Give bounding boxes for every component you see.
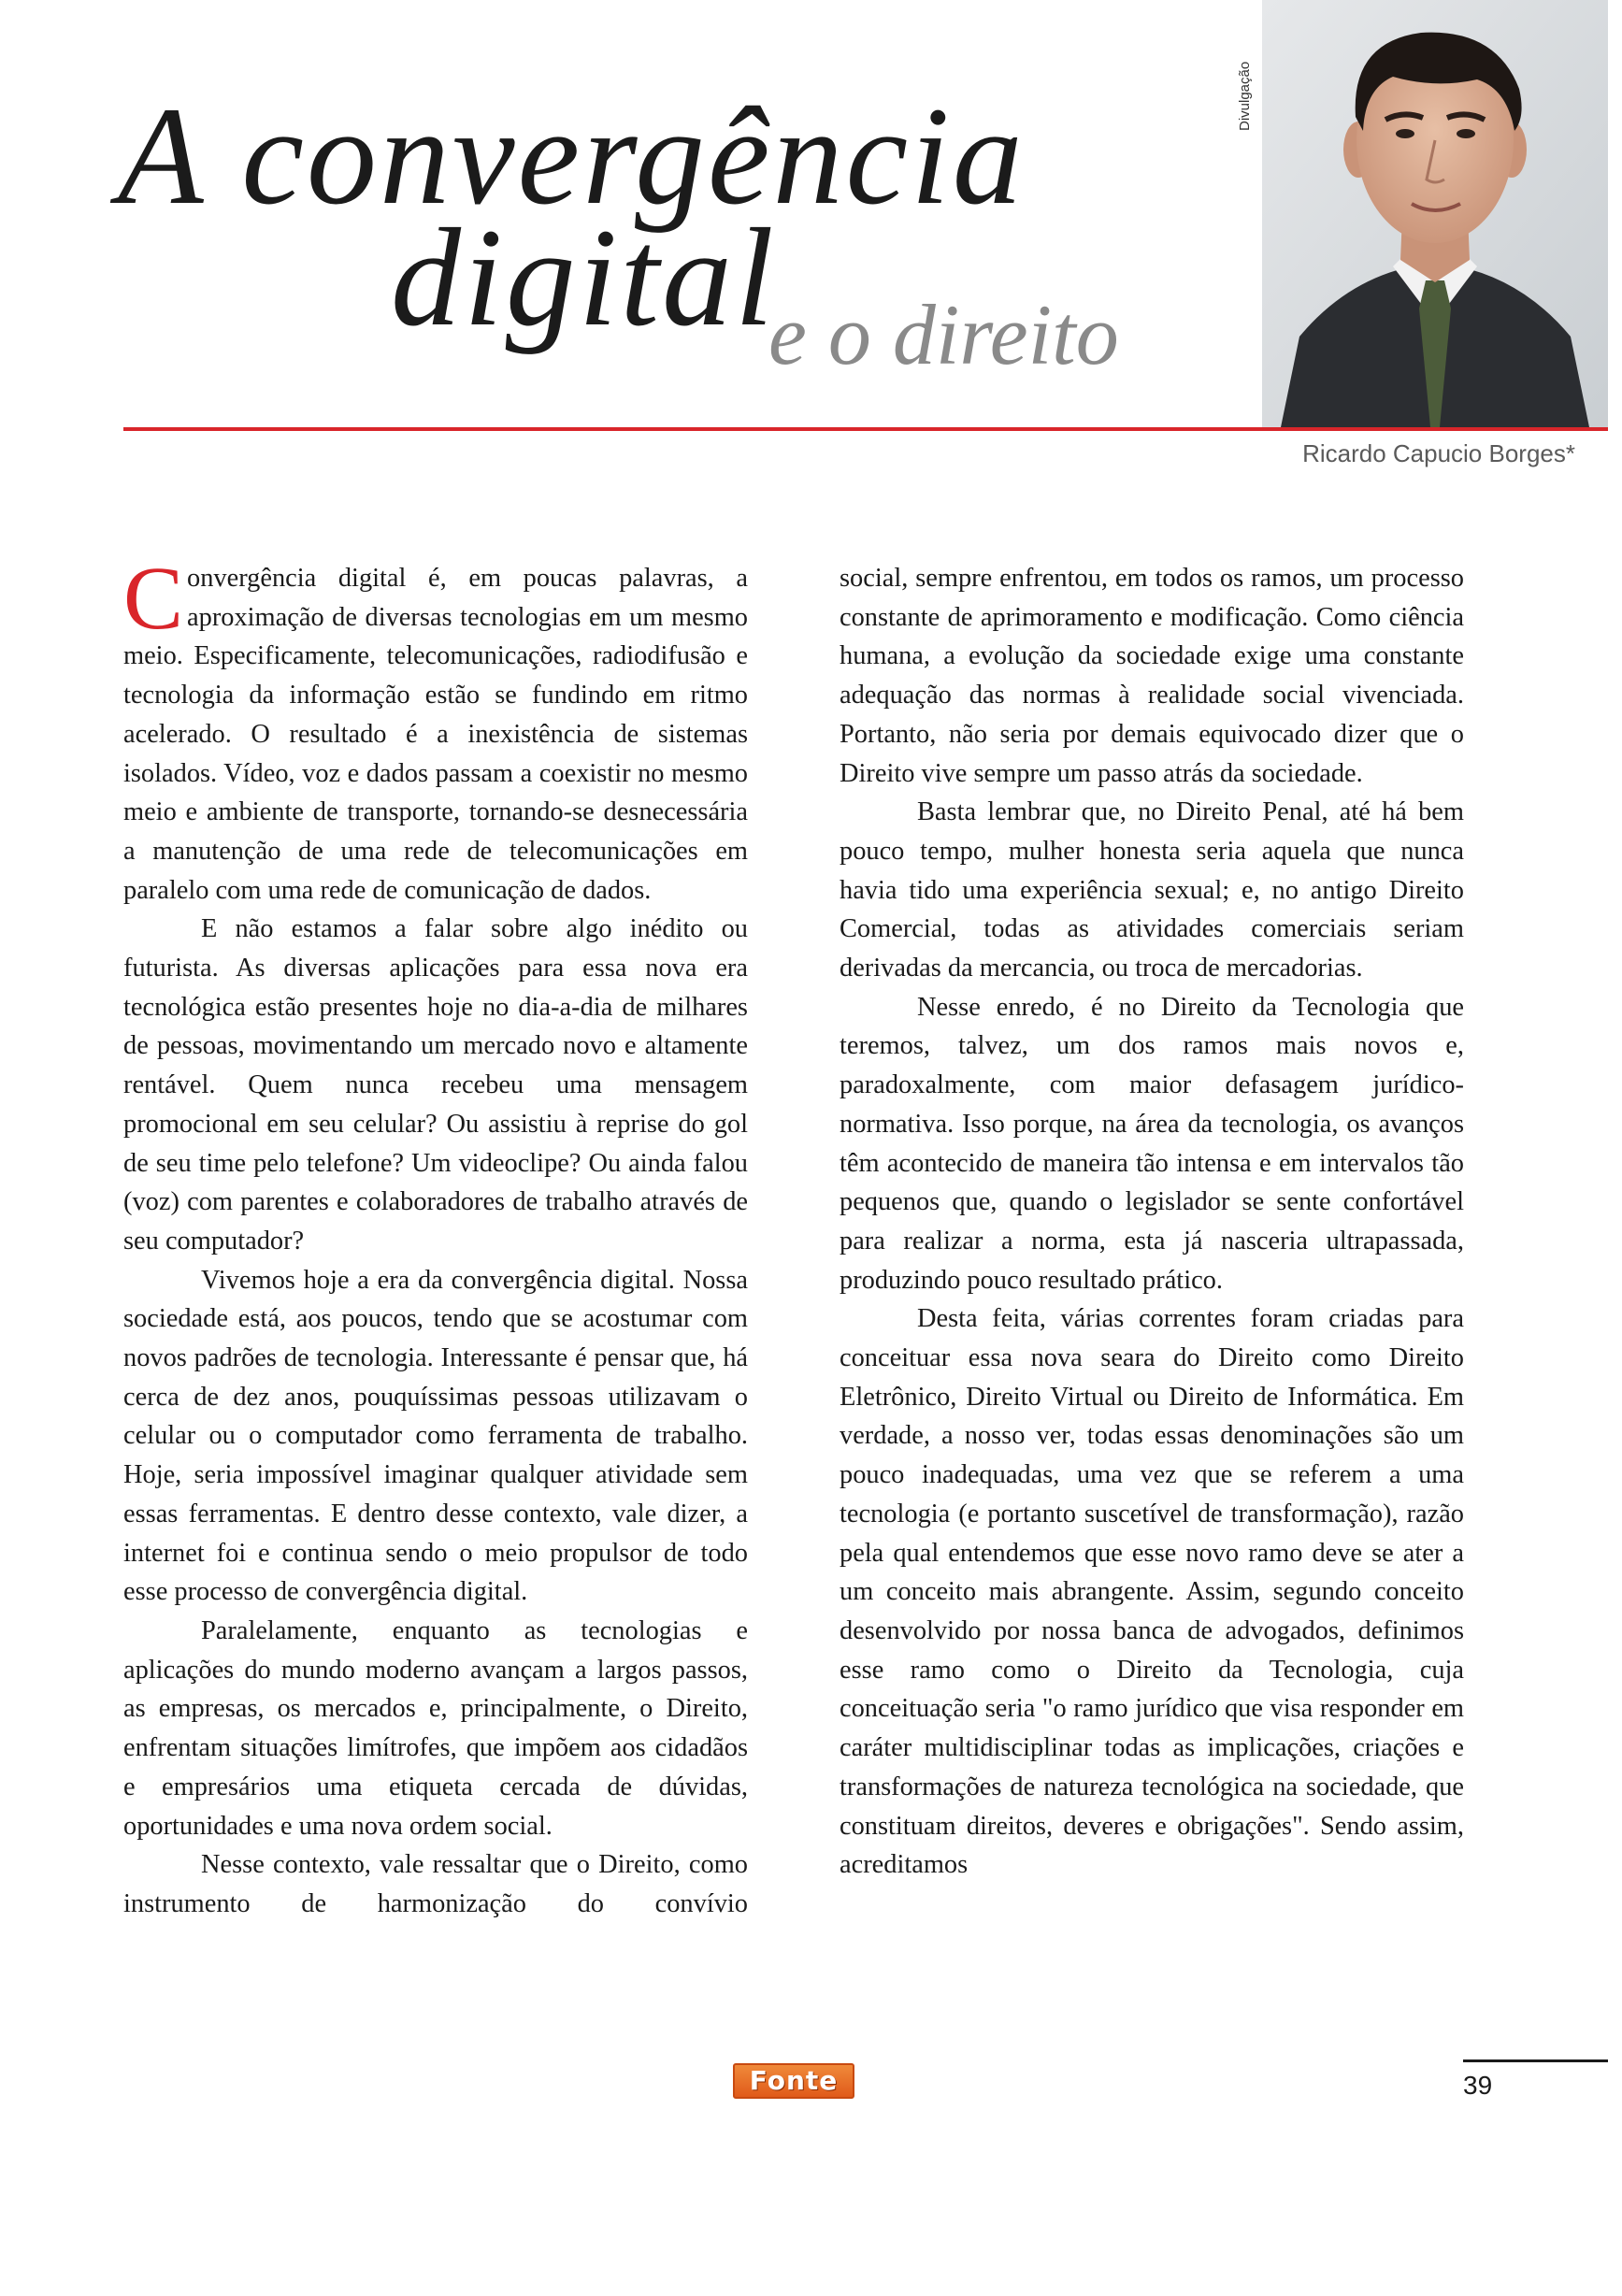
- paragraph: Nesse enredo, é no Direito da Tecnologia que teremos, talvez, um dos ramos mais novos e, paradoxalmente, com maior defasagem jurídico-normativa. Isso porque, na área da tecnologia, os avanços têm acontecido de maneira tão intensa e em intervalos tão pequenos que, quando o legislador se sente confortável para realizar a norma, esta já nasceria ultrapassada, produzindo pouco resultado prático.: [840, 992, 1464, 1295]
- paragraph: onvergência digital é, em poucas palavras, a aproximação de diversas tecnologias em um mesmo meio. Especificamente, telecomunicações, radiodifusão e tecnologia da informação estão se fundindo em ritmo acelerado. O resultado é a inexistência de sistemas isolados. Vídeo, voz e dados passam a coexistir no mesmo meio e ambiente de transporte, tornando-se desnecessária a manutenção de uma rede de telecomunicações em paralelo com uma rede de comunicação de dados.: [123, 564, 748, 905]
- paragraph: Paralelamente, enquanto as tecnologias e aplicações do mundo moderno avançam a largos passos, as empresas, os mercados e, principalmente, o Direito, enfrentam situações limítrofes, que impõem aos cidadãos e empresários uma etiqueta cercada de dúvidas, oportunidades e uma nova ordem social.: [123, 1615, 748, 1841]
- paragraph: social, sempre enfrentou, em todos os ramos, um processo constante de aprimoramento e modificação. Como ciência humana, a evolução da sociedade exige uma constante adequação das normas à realidade social vivenciada. Portanto, não seria por demais equivocado dizer que o Direito vive sempre um passo atrás da sociedade.: [840, 564, 1464, 788]
- author-photo: [1262, 0, 1608, 427]
- page-number: 39: [1463, 2071, 1493, 2100]
- paragraph: Desta feita, várias correntes foram criadas para conceituar essa nova seara do Direito como Direito Eletrônico, Direito Virtual ou Direito de Informática. Em verdade, a nosso ver, todas essas denominações são um pouco inadequadas, uma vez que se referem a uma tecnologia (e portanto suscetível de transformação), razão pela qual entendemos que esse novo ramo deve se ater a um conceito mais abrangente. Assim, segundo conceito desenvolvido por nossa banca de advogados, definimos esse ramo como o Direito da Tecnologia, cuja conceituação seria "o ramo jurídico que visa responder em caráter multidisciplinar todas as implicações, criações e transformações de natureza tecnológica na sociedade, que constituam direitos, deveres e obrigações". Sendo assim, acreditamos: [840, 1304, 1464, 1880]
- author-name: Ricardo Capucio Borges*: [1302, 439, 1575, 467]
- footer-divider: [1463, 2059, 1608, 2062]
- paragraph: Nesse contexto, vale ressaltar que o Direito, como instrumento de harmonização do convívio: [123, 1850, 748, 1918]
- paragraph: Vivemos hoje a era da convergência digital. Nossa sociedade está, aos poucos, tendo que se acostumar com novos padrões de tecnologia. Interessante é pensar que, há cerca de dez anos, pouquíssimas pessoas utilizavam o celular ou o computador como ferramenta de trabalho. Hoje, seria impossível imaginar qualquer atividade sem essas ferramentas. E dentro desse contexto, vale dizer, a internet foi e continua sendo o meio propulsor de todo esse processo de convergência digital.: [123, 1265, 748, 1607]
- article-column-right: [840, 559, 1464, 1885]
- paragraph: E não estamos a falar sobre algo inédito ou futurista. As diversas aplicações para essa nova era tecnológica estão presentes hoje no dia-a-dia de milhares de pessoas, movimentando um mercado novo e altamente rentável. Quem nunca recebeu uma mensagem promocional em seu celular? Ou assistiu à reprise do gol de seu time pelo telefone? Um videoclipe? Ou ainda falou (voz) com parentes e colaboradores de trabalho através de seu computador?: [123, 914, 748, 1256]
- drop-cap: C: [123, 548, 184, 648]
- article-title-line-2: digital: [391, 200, 777, 355]
- header-divider: [123, 427, 1608, 431]
- article-title-line-1: A convergência: [118, 79, 1026, 234]
- article-column-left: [123, 548, 748, 1924]
- article-subtitle: e o direito: [768, 287, 1119, 382]
- publication-logo: Fonte: [733, 2063, 854, 2099]
- paragraph: Basta lembrar que, no Direito Penal, até há bem pouco tempo, mulher honesta seria aquela que nunca havia tido uma experiência sexual; e, no antigo Direito Comercial, todas as atividades comerciais seriam derivadas da mercancia, ou troca de mercadorias.: [840, 797, 1464, 983]
- photo-credit: Divulgação: [1237, 61, 1253, 131]
